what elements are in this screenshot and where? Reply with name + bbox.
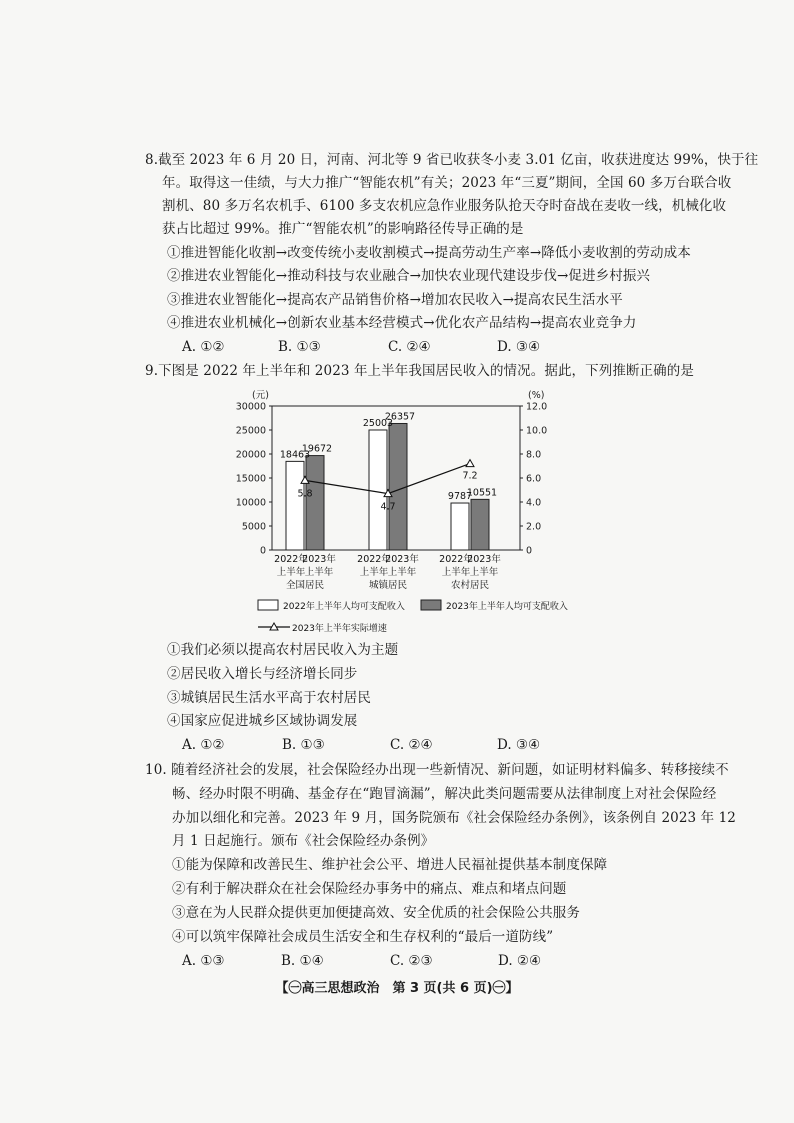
bar-value-label-2022: 9787 <box>447 491 473 503</box>
bar-value-label-2023: 19672 <box>301 443 333 455</box>
right-tick-label: 10.0 <box>526 425 548 437</box>
bar-2022-2 <box>451 503 469 550</box>
x-label-half-2023: 上半年 <box>304 567 334 578</box>
growth-point-marker <box>466 460 474 467</box>
x-label-year-2023: 2023年 <box>467 554 501 565</box>
q8-option-b[interactable]: B. ①③ <box>278 339 321 355</box>
bar-2023-1 <box>389 423 407 550</box>
x-label-half-2022: 上半年 <box>276 567 306 578</box>
x-label-half-2023: 上半年 <box>469 567 499 578</box>
page-footer: 【㊀高三思想政治 第 3 页(共 6 页)㊀】 <box>275 981 519 996</box>
x-label-year-2022: 2022年 <box>274 554 308 565</box>
x-label-year-2022: 2022年 <box>357 554 391 565</box>
bar-value-label-2023: 10551 <box>466 487 498 499</box>
q10-item-2: ②有利于解决群众在社会保险经办事务中的痛点、难点和堵点问题 <box>172 881 567 897</box>
x-label-year-2023: 2023年 <box>302 554 336 565</box>
left-tick-label: 5000 <box>241 521 266 533</box>
q9-item-1: ①我们必须以提高农村居民收入为主题 <box>167 642 399 658</box>
q8-options <box>0 337 794 357</box>
q10-option-a[interactable]: A. ①③ <box>182 953 225 969</box>
left-tick-label: 15000 <box>235 473 266 485</box>
bar-value-label-2023: 26357 <box>384 411 416 423</box>
growth-value-label: 4.7 <box>380 501 396 513</box>
x-label-year-2023: 2023年 <box>385 554 419 565</box>
q9-option-c[interactable]: C. ②④ <box>390 737 433 753</box>
q8-stem-line-1: 8.截至 2023 年 6 月 20 日，河南、河北等 9 省已收获冬小麦 3.01 亿亩，收获进度达 99%，快于往 <box>145 152 759 168</box>
bar-value-label-2022: 18463 <box>279 449 311 461</box>
q10-option-d[interactable]: D. ②④ <box>498 953 542 969</box>
q8-item-1: ①推进智能化收割→改变传统小麦收割模式→提高劳动生产率→降低小麦收割的劳动成本 <box>167 245 691 261</box>
left-tick-label: 0 <box>259 545 266 557</box>
x-group-label: 城镇居民 <box>368 580 408 591</box>
q9-options <box>0 735 794 755</box>
q9-item-2: ②居民收入增长与经济增长同步 <box>167 666 358 682</box>
q10-item-3: ③意在为人民群众提供更加便捷高效、安全优质的社会保险公共服务 <box>172 905 580 921</box>
bar-2023-2 <box>471 499 489 550</box>
q10-option-c[interactable]: C. ②③ <box>390 953 433 969</box>
q8-item-3: ③推进农业智能化→提高农产品销售价格→增加农民收入→提高农民生活水平 <box>167 292 623 308</box>
q9-stem: 9.下图是 2022 年上半年和 2023 年上半年我国居民收入的情况。据此，下列推断正确的是 <box>145 363 694 379</box>
right-tick-label: 4.0 <box>526 497 542 509</box>
q10-item-4: ④可以筑牢保障社会成员生活安全和生存权利的“最后一道防线” <box>172 929 554 945</box>
q8-option-c[interactable]: C. ②④ <box>388 339 431 355</box>
left-axis-unit: (元) <box>252 390 269 401</box>
q8-item-4: ④推进农业机械化→创新农业基本经营模式→优化农产品结构→提高农业竞争力 <box>167 315 637 331</box>
legend-label-2022: 2022年上半年人均可支配收入 <box>283 602 405 612</box>
q9-option-b[interactable]: B. ①③ <box>282 737 325 753</box>
right-tick-label: 0 <box>526 545 533 557</box>
q8-item-2: ②推进农业智能化→推动科技与农业融合→加快农业现代建设步伐→促进乡村振兴 <box>167 268 651 284</box>
q8-stem-line-4: 获占比超过 99%。推广“智能农机”的影响路径传导正确的是 <box>162 221 524 237</box>
q8-option-d[interactable]: D. ③④ <box>497 339 541 355</box>
q10-stem-line-2: 畅、经办时限不明确、基金存在“跑冒滴漏”，解决此类问题需要从法律制度上对社会保险经 <box>172 786 717 802</box>
q9-item-4: ④国家应促进城乡区域协调发展 <box>167 713 358 729</box>
x-group-label: 农村居民 <box>450 580 490 591</box>
bar-2022-0 <box>286 461 304 550</box>
bar-2022-1 <box>369 430 387 550</box>
x-label-half-2022: 上半年 <box>441 567 471 578</box>
right-tick-label: 6.0 <box>526 473 542 485</box>
legend-label-2023: 2023年上半年人均可支配收入 <box>446 602 568 612</box>
q9-option-a[interactable]: A. ①② <box>182 737 225 753</box>
bar-value-label-2022: 25003 <box>362 417 394 429</box>
legend-swatch-2023 <box>421 600 441 610</box>
q8-stem-line-3: 割机、80 多万名农机手、6100 多支农机应急作业服务队抢天夺时奋战在麦收一线，机械化收 <box>162 198 727 214</box>
legend-swatch-2022 <box>258 600 278 610</box>
left-tick-label: 20000 <box>235 449 266 461</box>
q10-option-b[interactable]: B. ①④ <box>281 953 324 969</box>
x-label-half-2022: 上半年 <box>359 567 389 578</box>
left-tick-label: 10000 <box>235 497 266 509</box>
q10-stem-line-1: 10. 随着经济社会的发展，社会保险经办出现一些新情况、新问题，如证明材料偏多、转移接续不 <box>145 762 729 778</box>
q9-item-3: ③城镇居民生活水平高于农村居民 <box>167 690 371 706</box>
q10-options <box>0 951 794 971</box>
q10-stem-line-3: 办加以细化和完善。2023 年 9 月，国务院颁布《社会保险经办条例》，该条例自 2023 年 12 <box>172 810 736 826</box>
income-chart <box>0 380 794 640</box>
x-label-year-2022: 2022年 <box>439 554 473 565</box>
growth-value-label: 5.8 <box>297 488 313 500</box>
q8-option-a[interactable]: A. ①② <box>182 339 225 355</box>
q9-option-d[interactable]: D. ③④ <box>497 737 541 753</box>
x-group-label: 全国居民 <box>285 580 325 591</box>
q10-item-1: ①能为保障和改善民生、维护社会公平、增进人民福祉提供基本制度保障 <box>172 857 608 873</box>
right-tick-label: 8.0 <box>526 449 542 461</box>
q8-stem-line-2: 年。取得这一佳绩，与大力推广“智能农机”有关；2023 年“三夏”期间，全国 60 多万台联合收 <box>162 175 732 191</box>
x-label-half-2023: 上半年 <box>387 567 417 578</box>
right-tick-label: 12.0 <box>526 401 548 413</box>
growth-value-label: 7.2 <box>462 470 478 482</box>
right-axis-unit: (%) <box>528 390 545 401</box>
left-tick-label: 25000 <box>235 425 266 437</box>
right-tick-label: 2.0 <box>526 521 542 533</box>
left-tick-label: 30000 <box>235 401 266 413</box>
q10-stem-line-4: 月 1 日起施行。颁布《社会保险经办条例》 <box>172 833 435 849</box>
bar-2023-0 <box>306 456 324 550</box>
legend-label-growth: 2023年上半年实际增速 <box>292 624 387 634</box>
